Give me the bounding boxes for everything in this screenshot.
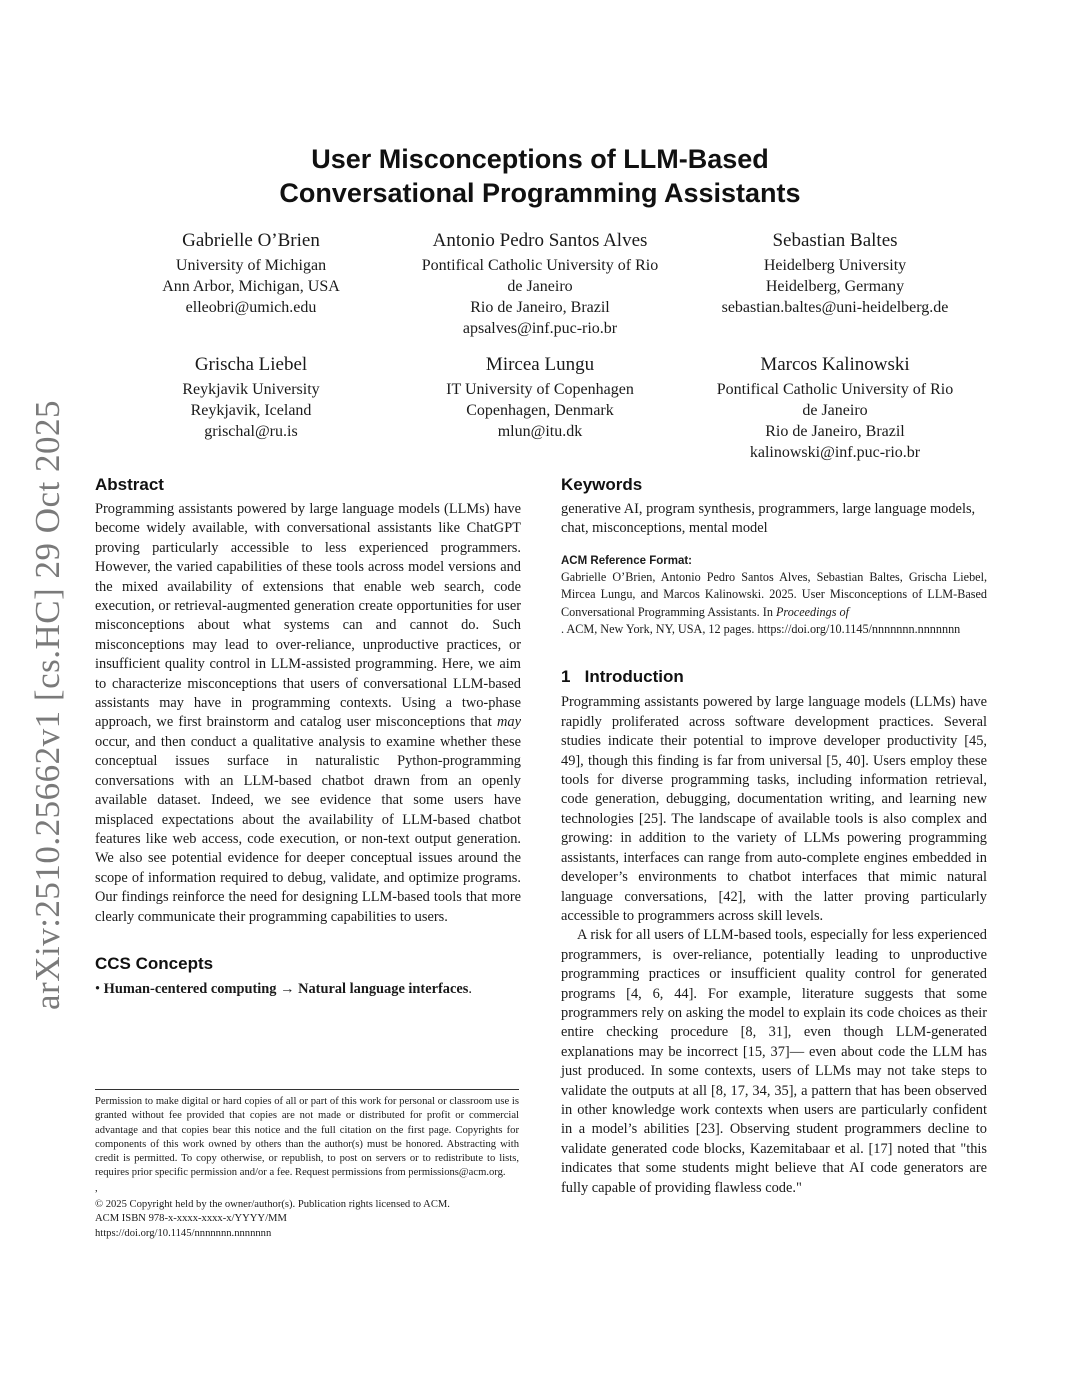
ccs-heading: CCS Concepts [95, 953, 214, 973]
ccs-concept-left: Human-centered computing [103, 980, 277, 997]
arrow-icon: → [280, 980, 295, 997]
author-email: apsalves@inf.puc-rio.br [462, 320, 618, 337]
acm-reference-part2: . ACM, New York, NY, USA, 12 pages. https://doi.org/10.1145/nnnnnnn.nnnnnnn [561, 622, 961, 637]
author-location: Ann Arbor, Michigan, USA [162, 278, 340, 295]
author-name: Gabrielle O’Brien [182, 230, 320, 251]
acm-reference-label: ACM Reference Format: [561, 554, 692, 567]
title-line-1: User Misconceptions of LLM-Based [311, 144, 769, 174]
acm-reference-part1: Gabrielle O’Brien, Antonio Pedro Santos Alves, Sebastian Baltes, Grischa Liebel, Mircea Lungu, and Marcos Kalinowski. 2025. User Misconceptions of LLM-Based Conversational Programming Assistants. In [561, 569, 987, 619]
author-affiliation: Pontifical Catholic University of Rio [716, 381, 954, 398]
intro-paragraph-1: Programming assistants powered by large language models (LLMs) have rapidly proliferated across software development practices. Several studies indicate their potential to improve developer productivity [45, 49], though this finding is far from universal [5, 40]. Users employ these tools for diverse programming tasks, including information retrieval, code generation, debugging, documentation writing, and learning new technologies [25]. The landscape of available tools is also complex and growing: in addition to the variety of LLMs powering programming assistants, interfaces can range from auto-complete engines embedded in developer’s environments to chatbot interfaces that mimic natural language conversations, [42], with the latter proving particularly accessible to programmers across skill levels. [561, 694, 987, 924]
author-email: elleobri@umich.edu [185, 299, 317, 316]
doi-line: https://doi.org/10.1145/nnnnnnn.nnnnnnn [95, 1227, 272, 1239]
author-name: Marcos Kalinowski [760, 354, 910, 375]
abstract-text-part2: occur, and then conduct a qualitative analysis to examine whether these conceptual issues surface in naturalistic Python-programming conversations with an LLM-based chatbot drawn from an openly available dataset. Indeed, we see evidence that some users have misplaced expectations about the availability of LLM-based chatbot features like web access, code execution, or non-text output generation. We also see potential evidence for deeper conceptual issues around the scope of information required to debug, validate, and optimize programs. Our findings reinforce the need for designing LLM-based tools that more clearly communicate their programming capabilities to users. [95, 733, 521, 925]
author-location: Reykjavik, Iceland [190, 402, 312, 419]
ccs-concepts [95, 980, 521, 999]
author-location: Rio de Janeiro, Brazil [765, 423, 905, 440]
ccs-period: . [468, 980, 472, 997]
right-column [561, 474, 987, 1198]
section-heading-introduction [561, 666, 987, 688]
left-column [95, 474, 521, 999]
arxiv-identifier: arXiv:2510.25662v1 [cs.HC] 29 Oct 2025 [28, 399, 67, 1010]
author-block [400, 228, 680, 339]
author-affiliation: Pontifical Catholic University of Rio [421, 257, 659, 274]
abstract-emphasis: may [497, 714, 521, 731]
author-name: Mircea Lungu [485, 354, 595, 375]
ccs-concept-right: Natural language interfaces [298, 980, 469, 997]
author-affiliation: Reykjavik University [182, 381, 320, 398]
author-email: grischal@ru.is [204, 423, 298, 440]
author-block [695, 352, 975, 463]
permission-footnote [95, 1089, 519, 1241]
copyright-line: © 2025 Copyright held by the owner/author(s). Publication rights licensed to ACM. [95, 1199, 450, 1211]
author-affiliation: IT University of Copenhagen [446, 381, 634, 398]
abstract-heading: Abstract [95, 475, 164, 494]
abstract-text [95, 500, 521, 927]
acm-reference-venue: Proceedings of [775, 604, 849, 619]
author-location: Rio de Janeiro, Brazil [470, 299, 610, 316]
author-email: mlun@itu.dk [497, 423, 583, 440]
acm-reference-text [561, 569, 987, 639]
author-name: Antonio Pedro Santos Alves [432, 230, 648, 251]
author-affiliation: Heidelberg University [763, 257, 907, 274]
author-block [120, 228, 382, 318]
author-location: Copenhagen, Denmark [466, 402, 614, 419]
author-affiliation: University of Michigan [175, 257, 327, 274]
permission-text: Permission to make digital or hard copies of all or part of this work for personal or classroom use is granted without fee provided that copies are not made or distributed for profit or commercial advantage and that copies bear this notice and the full citation on the first page. Copyrights for components of this work owned by others than the author(s) must be honored. Abstracting with credit is permitted. To copy otherwise, or republish, to post on servers or to redistribute to lists, requires prior specific permission and/or a fee. Request permissions from permissions@acm.org. [95, 1096, 519, 1179]
isbn-line: ACM ISBN 978-x-xxxx-xxxx-x/YYYY/MM [95, 1213, 287, 1225]
author-block [695, 228, 975, 318]
author-block [400, 352, 680, 442]
footnote-separator: , [95, 1182, 98, 1194]
title-line-2: Conversational Programming Assistants [279, 178, 801, 208]
intro-paragraph-2: A risk for all users of LLM-based tools, especially for less experienced programmers, is over-reliance, potentially leading to unproductive programming practices or insufficient quality control for generated programs [4, 6, 44]. For example, literature suggests that some programmers rely on asking the model to explain its code choices as their entire checking procedure [8, 31], even though LLM-generated explanations may be incorrect [15, 37]— even about code the LLM has just produced. In some contexts, users of LLMs may not take steps to validate the outputs at all [8, 17, 34, 35], a pattern that has been observed in other knowledge work contexts when users are particularly confident in a model’s abilities [23]. Observing student programmers decline to validate generated code blocks, Kazemitabaar et al. [17] noted that "this indicates that some students might believe that AI code generators are fully capable of providing flawless code." [561, 927, 987, 1196]
author-affiliation-cont: de Janeiro [507, 278, 573, 295]
author-email: sebastian.baltes@uni-heidelberg.de [721, 299, 949, 316]
author-affiliation-cont: de Janeiro [802, 402, 868, 419]
paper-title [160, 142, 920, 210]
author-block [120, 352, 382, 442]
author-email: kalinowski@inf.puc-rio.br [749, 444, 921, 461]
abstract-text-part1: Programming assistants powered by large language models (LLMs) have become widely available, with conversational assistants like ChatGPT proving particularly accessible to less experienced programmers. However, the varied capabilities of these tools across model versions and the mixed availability of extensions that enable web search, code execution, or retrieval-augmented generation create opportunities for user misconceptions about what systems can and cannot do. Such misconceptions may lead to over-reliance, unproductive practices, or insufficient quality control in LLM-assisted programming. Here, we aim to characterize misconceptions that users of conversational LLM-based assistants may have in programming contexts. Using a two-phase approach, we first brainstorm and catalog user misconceptions that [95, 501, 521, 731]
author-name: Sebastian Baltes [772, 230, 898, 251]
author-location: Heidelberg, Germany [765, 278, 905, 295]
section-number: 1 [561, 667, 571, 687]
ccs-bullet: • [95, 980, 101, 997]
keywords-heading: Keywords [561, 475, 643, 494]
section-title: Introduction [584, 667, 684, 687]
author-name: Grischa Liebel [194, 354, 308, 375]
keywords-text: generative AI, program synthesis, programmers, large language models, chat, misconceptions, mental model [561, 501, 976, 537]
